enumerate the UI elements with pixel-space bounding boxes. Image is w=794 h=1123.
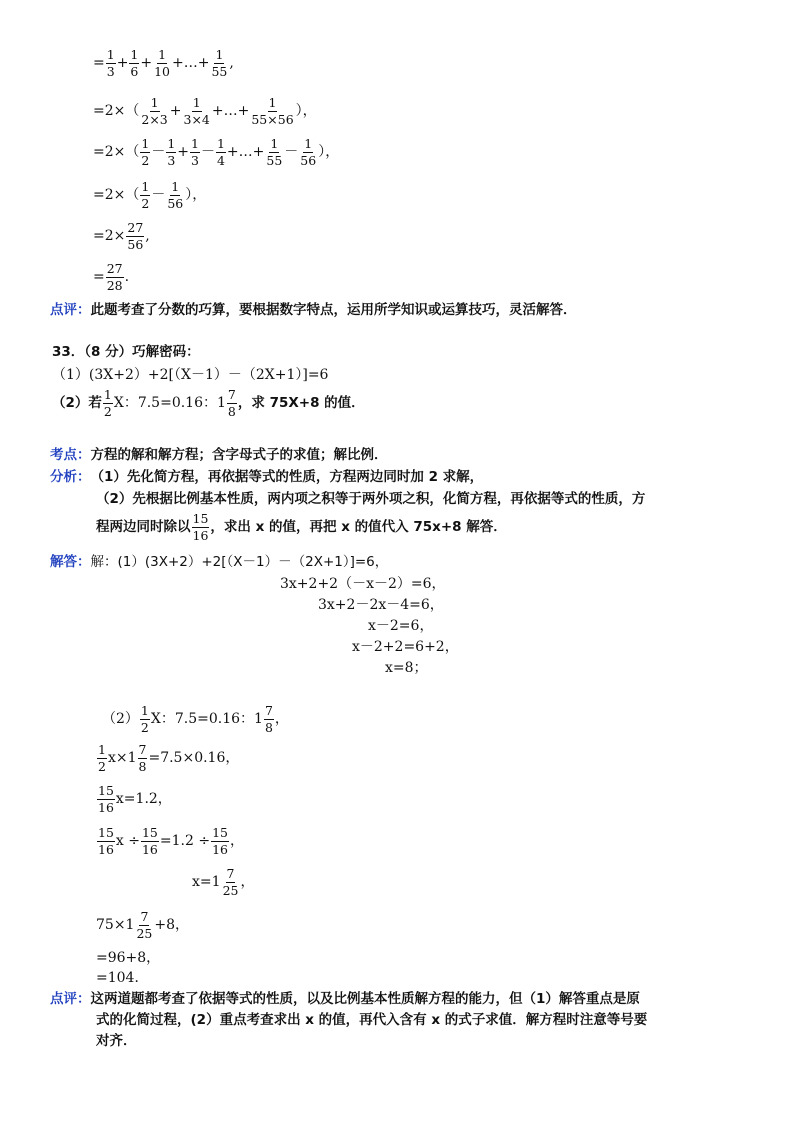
fraction (190, 137, 200, 168)
numerator: 15 (98, 825, 114, 840)
mixed-number (126, 910, 155, 941)
text: ）， (185, 187, 207, 204)
denominator: 25 (136, 925, 153, 941)
denominator: 56 (300, 152, 317, 168)
text: x=1.2， (115, 791, 172, 808)
fraction (140, 180, 150, 211)
numerator: 1 (130, 47, 139, 62)
operator: － (200, 144, 215, 161)
text: （2）若 (52, 394, 102, 411)
numerator: 1 (106, 47, 115, 62)
numerator: 1 (215, 47, 224, 62)
fraction (183, 96, 211, 127)
numerator: 7 (138, 742, 147, 757)
solve-part-2-line-8: =104． (96, 970, 149, 986)
solve-part-2-line-3 (96, 784, 172, 815)
solve-step: 3x+2－2x－4=6， (318, 597, 444, 613)
text: 75× (96, 917, 126, 934)
fraction (250, 96, 294, 127)
question-part-2 (52, 388, 365, 419)
denominator: 16 (192, 527, 209, 543)
denominator: 3×4 (183, 111, 210, 127)
numerator: 1 (192, 95, 201, 110)
text: x× (107, 750, 128, 767)
denominator: 2 (98, 758, 106, 774)
fraction (106, 262, 124, 293)
text: X：7.5=0.16： (150, 711, 255, 728)
fraction (141, 826, 159, 857)
numerator: 1 (167, 136, 176, 151)
whole: 1 (127, 750, 137, 767)
comment-2-line-2: 式的化简过程，(2）重点考查求出 x 的值，再代入含有 x 的式子求值．解方程时注意等号要 (96, 1012, 648, 1028)
fraction (222, 867, 240, 898)
jieda-text: 解：(1）(3X+2）+2[（X－1）－（2X+1）]=6， (90, 554, 389, 570)
text: =2×（ (93, 144, 140, 161)
fraction (106, 48, 116, 79)
solve-step: x=8； (385, 660, 428, 676)
fraction (97, 784, 115, 815)
comment-label: 点评： (50, 991, 91, 1007)
fraction (166, 180, 184, 211)
mixed-number (212, 867, 241, 898)
numerator: 15 (98, 783, 114, 798)
question-title: 33．（8 分）巧解密码： (52, 344, 200, 360)
comment-2-line-1 (50, 993, 640, 1007)
text: x ÷ (115, 833, 140, 850)
denominator: 55×56 (251, 111, 294, 127)
whole: 1 (211, 874, 221, 891)
numerator: 7 (140, 909, 149, 924)
comment-2-line-3: 对齐． (96, 1033, 137, 1049)
denominator: 55 (266, 152, 283, 168)
text: = (93, 269, 105, 286)
numerator: 1 (171, 179, 180, 194)
denominator: 16 (212, 841, 228, 857)
text: , (145, 228, 150, 245)
denominator: 2 (140, 719, 149, 735)
denominator: 3 (167, 152, 176, 168)
fraction (265, 137, 283, 168)
kaodian (50, 449, 388, 463)
comment-1 (50, 304, 577, 318)
fraction (140, 704, 150, 735)
fraction (97, 826, 115, 857)
numerator: 1 (191, 136, 199, 151)
text: =2×（ (93, 103, 140, 120)
operator: +…+ (211, 103, 250, 120)
fenxi-line-2: （2）先根据比例基本性质，两内项之积等于两外项之积，化简方程，再依据等式的性质，方 (96, 491, 646, 507)
fraction (138, 743, 148, 774)
numerator: 7 (227, 387, 236, 402)
numerator: 1 (141, 179, 150, 194)
text: X：7.5=0.16： (113, 395, 217, 412)
fenxi-line-3 (96, 512, 507, 543)
solve-step: x－2+2=6+2， (352, 639, 459, 655)
denominator: 56 (127, 236, 144, 252)
solve-step: 3x+2+2（－x－2）=6， (280, 576, 446, 592)
operator: + (177, 144, 190, 161)
denominator: 2 (141, 152, 150, 168)
numerator: 15 (212, 825, 228, 840)
numerator: 7 (264, 703, 273, 718)
numerator: 1 (270, 136, 279, 151)
fraction (140, 96, 168, 127)
numerator: 1 (103, 387, 112, 402)
jieda-line-1 (50, 556, 388, 570)
text: ）， (295, 103, 317, 120)
mixed-number (254, 704, 275, 735)
text: =1.2 ÷ (159, 833, 211, 850)
text: =7.5×0.16， (148, 750, 240, 767)
numerator: 1 (98, 742, 106, 757)
numerator: 27 (106, 261, 123, 276)
fraction (135, 910, 153, 941)
solve-part-2-line-4 (96, 826, 244, 857)
numerator: 1 (158, 47, 167, 62)
calc-line-2 (93, 96, 317, 127)
fraction (153, 48, 171, 79)
fenxi-text: （1）先化简方程，再依据等式的性质，方程两边同时加 2 求解， (90, 469, 484, 485)
text: ，求 75X+8 的值． (237, 394, 365, 411)
comment-text: 这两道题都考查了依据等式的性质，以及比例基本性质解方程的能力，但（1）解答重点是原 (90, 991, 640, 1007)
denominator: 3 (106, 63, 115, 79)
operator: － (151, 144, 166, 161)
fraction (210, 48, 228, 79)
text: ）， (318, 144, 340, 161)
mixed-number (217, 388, 238, 419)
fraction (264, 704, 274, 735)
question-part-1: （1）(3X+2）+2[（X－1）－（2X+1）]=6 (52, 367, 329, 383)
denominator: 16 (98, 799, 114, 815)
denominator: 6 (130, 63, 139, 79)
fenxi-label: 分析： (50, 469, 91, 485)
solve-part-2-line-6 (96, 910, 189, 941)
fraction (103, 388, 113, 419)
denominator: 8 (264, 719, 273, 735)
text: = (93, 55, 105, 72)
fraction (126, 221, 144, 252)
denominator: 16 (141, 841, 158, 857)
numerator: 15 (141, 825, 158, 840)
fraction (216, 137, 226, 168)
operator: +…+ (226, 144, 265, 161)
text: x= (192, 874, 212, 891)
fraction (166, 137, 176, 168)
numerator: 1 (140, 703, 149, 718)
text: ，求出 x 的值，再把 x 的值代入 75x+8 解答． (210, 518, 507, 535)
jieda-label: 解答： (50, 554, 91, 570)
calc-line-5 (93, 221, 150, 252)
denominator: 55 (211, 63, 228, 79)
calc-line-1 (93, 48, 234, 79)
text: ， (274, 711, 289, 728)
numerator: 7 (226, 866, 235, 881)
operator: － (151, 187, 166, 204)
fenxi-line-1 (50, 471, 483, 485)
denominator: 8 (227, 403, 236, 419)
text: ， (240, 874, 255, 891)
numerator: 1 (304, 136, 313, 151)
denominator: 10 (154, 63, 171, 79)
text: （2） (102, 711, 139, 728)
comment-label: 点评： (50, 302, 91, 318)
denominator: 25 (222, 882, 239, 898)
fraction (140, 137, 150, 168)
kaodian-label: 考点： (50, 447, 91, 463)
whole: 1 (217, 395, 226, 412)
text: +8， (154, 917, 190, 934)
text: =2× (93, 228, 126, 245)
fraction (129, 48, 139, 79)
comment-text: 此题考查了分数的巧算，要根据数字特点，运用所学知识或运算技巧，灵活解答． (90, 302, 577, 318)
fraction (192, 512, 210, 543)
operator: + (116, 55, 129, 72)
solve-part-2-line-5 (192, 867, 254, 898)
solve-part-2-line-7: =96+8， (96, 950, 161, 966)
denominator: 16 (98, 841, 114, 857)
operator: + (169, 103, 182, 120)
fraction (211, 826, 229, 857)
fraction (227, 388, 237, 419)
numerator: 27 (127, 220, 144, 235)
solve-step: x－2=6， (368, 618, 434, 634)
text: 程两边同时除以 (96, 518, 191, 535)
text: , (229, 55, 234, 72)
whole: 1 (254, 711, 263, 728)
denominator: 2 (141, 195, 150, 211)
numerator: 1 (268, 95, 277, 110)
denominator: 8 (138, 758, 147, 774)
text: ， (229, 833, 244, 850)
denominator: 28 (106, 277, 123, 293)
denominator: 4 (216, 152, 225, 168)
denominator: 2×3 (141, 111, 168, 127)
calc-line-6 (93, 262, 129, 293)
text: =2×（ (93, 187, 140, 204)
text: . (124, 269, 130, 286)
denominator: 56 (167, 195, 184, 211)
numerator: 1 (150, 95, 159, 110)
operator: + (140, 55, 153, 72)
operator: +…+ (172, 55, 210, 72)
whole: 1 (125, 917, 135, 934)
solve-part-2-line-1 (102, 704, 289, 735)
denominator: 2 (103, 403, 112, 419)
fraction (299, 137, 317, 168)
calc-line-3 (93, 137, 339, 168)
kaodian-text: 方程的解和解方程；含字母式子的求值；解比例． (90, 447, 388, 463)
numerator: 15 (192, 511, 209, 526)
numerator: 1 (141, 136, 150, 151)
mixed-number (128, 743, 149, 774)
operator: － (284, 144, 299, 161)
denominator: 3 (191, 152, 199, 168)
fraction (97, 743, 107, 774)
solve-part-2-line-2 (96, 743, 239, 774)
calc-line-4 (93, 180, 206, 211)
numerator: 1 (216, 136, 225, 151)
